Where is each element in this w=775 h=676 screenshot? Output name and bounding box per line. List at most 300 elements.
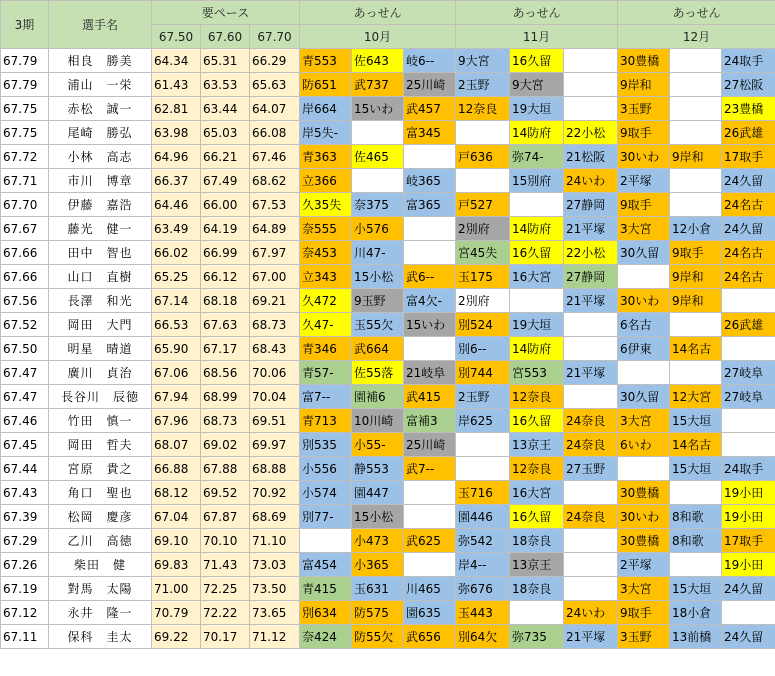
table-row — [1, 385, 775, 409]
assen-cell-oct: 奈555 — [300, 217, 352, 241]
pace-cell: 71.10 — [250, 529, 300, 553]
assen-cell-oct: 岐365 — [404, 169, 456, 193]
pace-cell: 67.46 — [250, 145, 300, 169]
assen-cell-dec: 30豊橋 — [618, 481, 670, 505]
assen-cell-nov: 21平塚 — [564, 217, 618, 241]
assen-cell-nov: 玉443 — [456, 601, 510, 625]
month-header-dec: 12月 — [618, 25, 775, 49]
assen-cell-oct: 15いわ — [404, 313, 456, 337]
assen-cell-oct: 武737 — [352, 73, 404, 97]
assen-cell-nov: 2玉野 — [456, 73, 510, 97]
score-cell: 67.12 — [1, 601, 49, 625]
assen-cell-nov: 16久留 — [510, 505, 564, 529]
pace-cell: 67.04 — [152, 505, 201, 529]
table-row — [1, 217, 775, 241]
assen-cell-oct — [404, 217, 456, 241]
assen-cell-oct — [404, 145, 456, 169]
pace-cell: 68.88 — [250, 457, 300, 481]
score-cell: 67.26 — [1, 553, 49, 577]
assen-cell-dec: 30豊橋 — [618, 529, 670, 553]
assen-cell-nov: 別64欠 — [456, 625, 510, 649]
assen-cell-dec — [722, 433, 775, 457]
assen-cell-nov: 弥735 — [510, 625, 564, 649]
assen-cell-oct: 武664 — [352, 337, 404, 361]
assen-cell-nov: 12奈良 — [510, 457, 564, 481]
player-name-cell: 乙川 高徳 — [49, 529, 152, 553]
player-name-cell: 田中 智也 — [49, 241, 152, 265]
pace-cell: 67.06 — [152, 361, 201, 385]
assen-cell-nov: 別744 — [456, 361, 510, 385]
assen-cell-dec — [722, 601, 775, 625]
assen-cell-oct: 15いわ — [352, 97, 404, 121]
month-header-nov: 11月 — [456, 25, 618, 49]
player-name-cell: 浦山 一栄 — [49, 73, 152, 97]
assen-cell-dec: 6伊東 — [618, 337, 670, 361]
assen-cell-nov: 弥74- — [510, 145, 564, 169]
assen-cell-oct: 青553 — [300, 49, 352, 73]
score-cell: 67.67 — [1, 217, 49, 241]
assen-cell-nov: 16久留 — [510, 241, 564, 265]
assen-cell-oct: 15小松 — [352, 265, 404, 289]
score-cell: 67.47 — [1, 361, 49, 385]
table-row — [1, 433, 775, 457]
assen-cell-dec: 30豊橋 — [618, 49, 670, 73]
assen-cell-dec: 24久留 — [722, 217, 775, 241]
assen-cell-oct: 別77- — [300, 505, 352, 529]
assen-cell-nov: 9大宮 — [456, 49, 510, 73]
pace-cell: 67.53 — [250, 193, 300, 217]
pace-cell: 64.89 — [250, 217, 300, 241]
assen-cell-dec: 30久留 — [618, 385, 670, 409]
assen-cell-oct: 久35失 — [300, 193, 352, 217]
assen-header-oct: あっせん — [300, 1, 456, 25]
assen-cell-oct: 岐6-- — [404, 49, 456, 73]
score-cell: 67.71 — [1, 169, 49, 193]
assen-cell-dec: 14名古 — [670, 337, 722, 361]
score-cell: 67.52 — [1, 313, 49, 337]
assen-cell-dec: 30いわ — [618, 145, 670, 169]
player-name-cell: 長澤 和光 — [49, 289, 152, 313]
assen-cell-oct: 岸664 — [300, 97, 352, 121]
assen-cell-oct — [404, 505, 456, 529]
pace-cell: 70.79 — [152, 601, 201, 625]
assen-cell-oct: 防55欠 — [352, 625, 404, 649]
assen-cell-dec: 24取手 — [722, 457, 775, 481]
pace-cell: 70.04 — [250, 385, 300, 409]
table-row — [1, 241, 775, 265]
score-cell: 67.75 — [1, 121, 49, 145]
assen-cell-dec: 23豊橋 — [722, 97, 775, 121]
assen-cell-nov: 24奈良 — [564, 433, 618, 457]
assen-cell-oct: 武7-- — [404, 457, 456, 481]
assen-cell-dec: 24名古 — [722, 265, 775, 289]
assen-cell-dec: 26武雄 — [722, 121, 775, 145]
assen-cell-oct — [404, 337, 456, 361]
assen-cell-nov: 14防府 — [510, 217, 564, 241]
assen-cell-oct — [404, 241, 456, 265]
term-header: 3期 — [1, 1, 49, 49]
assen-cell-nov — [456, 169, 510, 193]
player-name-cell: 對馬 太陽 — [49, 577, 152, 601]
assen-cell-oct: 久472 — [300, 289, 352, 313]
score-cell: 67.29 — [1, 529, 49, 553]
assen-cell-nov: 22小松 — [564, 241, 618, 265]
assen-cell-dec — [618, 457, 670, 481]
assen-cell-nov: 岸625 — [456, 409, 510, 433]
pace-cell: 63.44 — [201, 97, 250, 121]
assen-cell-dec: 24名古 — [722, 241, 775, 265]
assen-cell-oct: 青363 — [300, 145, 352, 169]
assen-cell-oct: 小55- — [352, 433, 404, 457]
assen-cell-oct: 25川崎 — [404, 73, 456, 97]
pace-cell: 67.96 — [152, 409, 201, 433]
assen-cell-nov — [564, 385, 618, 409]
assen-cell-oct: 富345 — [404, 121, 456, 145]
pace-header-2: 67.60 — [201, 25, 250, 49]
assen-cell-dec: 13前橋 — [670, 625, 722, 649]
assen-cell-nov: 2別府 — [456, 217, 510, 241]
assen-cell-nov: 14防府 — [510, 337, 564, 361]
pace-cell: 67.17 — [201, 337, 250, 361]
assen-cell-oct: 奈375 — [352, 193, 404, 217]
assen-cell-oct: 玉631 — [352, 577, 404, 601]
assen-cell-nov: 9大宮 — [510, 73, 564, 97]
assen-cell-dec: 15大垣 — [670, 577, 722, 601]
assen-cell-dec: 9岸和 — [618, 73, 670, 97]
assen-cell-nov: 13京王 — [510, 433, 564, 457]
assen-cell-oct: 奈453 — [300, 241, 352, 265]
pace-header-3: 67.70 — [250, 25, 300, 49]
assen-cell-nov: 21平塚 — [564, 361, 618, 385]
player-name-cell: 柴田 健 — [49, 553, 152, 577]
assen-cell-nov — [456, 433, 510, 457]
assen-cell-dec: 14名古 — [670, 433, 722, 457]
assen-cell-dec: 26武雄 — [722, 313, 775, 337]
assen-cell-oct: 青57- — [300, 361, 352, 385]
pace-header-1: 67.50 — [152, 25, 201, 49]
assen-cell-nov: 別6-- — [456, 337, 510, 361]
pace-cell: 63.53 — [201, 73, 250, 97]
pace-cell: 69.83 — [152, 553, 201, 577]
pace-cell: 67.87 — [201, 505, 250, 529]
assen-cell-nov — [564, 97, 618, 121]
assen-cell-nov: 19大垣 — [510, 313, 564, 337]
assen-cell-nov: 24いわ — [564, 601, 618, 625]
assen-cell-nov: 戸636 — [456, 145, 510, 169]
assen-cell-dec — [722, 337, 775, 361]
assen-cell-dec: 3大宮 — [618, 409, 670, 433]
player-name-cell: 長谷川 辰徳 — [49, 385, 152, 409]
assen-cell-dec: 19小田 — [722, 481, 775, 505]
assen-cell-oct: 富7-- — [300, 385, 352, 409]
assen-cell-dec: 3玉野 — [618, 97, 670, 121]
pace-cell: 68.12 — [152, 481, 201, 505]
assen-cell-dec — [670, 361, 722, 385]
pace-cell: 65.90 — [152, 337, 201, 361]
pace-cell: 66.12 — [201, 265, 250, 289]
score-cell: 67.46 — [1, 409, 49, 433]
assen-cell-dec — [670, 313, 722, 337]
assen-cell-oct: 園447 — [352, 481, 404, 505]
pace-cell: 67.63 — [201, 313, 250, 337]
table-row — [1, 121, 775, 145]
player-name-cell: 尾崎 勝弘 — [49, 121, 152, 145]
assen-cell-oct: 武625 — [404, 529, 456, 553]
pace-cell: 65.03 — [201, 121, 250, 145]
assen-cell-dec: 9取手 — [670, 241, 722, 265]
assen-cell-dec: 19小田 — [722, 553, 775, 577]
assen-cell-dec: 9取手 — [618, 193, 670, 217]
assen-cell-nov: 2別府 — [456, 289, 510, 313]
pace-cell: 67.97 — [250, 241, 300, 265]
assen-cell-nov — [564, 73, 618, 97]
month-header-oct: 10月 — [300, 25, 456, 49]
assen-cell-nov: 14防府 — [510, 121, 564, 145]
assen-cell-nov: 別524 — [456, 313, 510, 337]
assen-cell-dec: 3玉野 — [618, 625, 670, 649]
pace-cell: 61.43 — [152, 73, 201, 97]
pace-cell: 65.31 — [201, 49, 250, 73]
pace-cell: 66.88 — [152, 457, 201, 481]
assen-cell-nov: 玉716 — [456, 481, 510, 505]
assen-cell-dec: 24久留 — [722, 625, 775, 649]
assen-cell-oct: 9玉野 — [352, 289, 404, 313]
player-name-cell: 市川 博章 — [49, 169, 152, 193]
assen-cell-oct: 25川崎 — [404, 433, 456, 457]
assen-cell-oct: 園補6 — [352, 385, 404, 409]
pace-cell: 73.65 — [250, 601, 300, 625]
assen-cell-oct: 立343 — [300, 265, 352, 289]
assen-cell-nov — [564, 553, 618, 577]
score-cell: 67.19 — [1, 577, 49, 601]
assen-cell-oct: 富454 — [300, 553, 352, 577]
assen-cell-oct: 武457 — [404, 97, 456, 121]
assen-cell-nov — [510, 193, 564, 217]
assen-cell-nov: 19大垣 — [510, 97, 564, 121]
assen-cell-dec: 9岸和 — [670, 145, 722, 169]
assen-cell-nov: 玉175 — [456, 265, 510, 289]
assen-cell-oct — [300, 529, 352, 553]
assen-cell-oct: 小473 — [352, 529, 404, 553]
assen-cell-oct — [404, 553, 456, 577]
pace-cell: 71.12 — [250, 625, 300, 649]
assen-cell-nov: 27静岡 — [564, 193, 618, 217]
pace-cell: 67.94 — [152, 385, 201, 409]
table-row — [1, 601, 775, 625]
assen-cell-nov: 15別府 — [510, 169, 564, 193]
assen-cell-dec: 9取手 — [618, 601, 670, 625]
assen-cell-oct — [352, 169, 404, 193]
assen-cell-oct: 小365 — [352, 553, 404, 577]
assen-cell-nov: 宮553 — [510, 361, 564, 385]
pace-cell: 68.07 — [152, 433, 201, 457]
assen-cell-dec: 15大垣 — [670, 409, 722, 433]
score-cell: 67.11 — [1, 625, 49, 649]
assen-cell-nov: 16久留 — [510, 409, 564, 433]
table-row — [1, 193, 775, 217]
assen-cell-dec: 17取手 — [722, 145, 775, 169]
assen-cell-dec: 30いわ — [618, 505, 670, 529]
assen-cell-oct: 静553 — [352, 457, 404, 481]
pace-cell: 68.73 — [201, 409, 250, 433]
assen-cell-nov: 21松阪 — [564, 145, 618, 169]
assen-cell-oct: 防651 — [300, 73, 352, 97]
assen-cell-nov — [564, 481, 618, 505]
assen-cell-dec: 6いわ — [618, 433, 670, 457]
required-pace-header: 要ペース — [152, 1, 300, 25]
assen-cell-dec: 12大宮 — [670, 385, 722, 409]
assen-cell-dec: 24名古 — [722, 193, 775, 217]
assen-cell-dec: 24久留 — [722, 577, 775, 601]
assen-cell-oct: 佐55落 — [352, 361, 404, 385]
header-row-top — [1, 1, 775, 25]
table-row — [1, 289, 775, 313]
assen-cell-oct: 武415 — [404, 385, 456, 409]
pace-cell: 67.49 — [201, 169, 250, 193]
assen-cell-nov — [510, 601, 564, 625]
pace-cell: 72.22 — [201, 601, 250, 625]
assen-header-nov: あっせん — [456, 1, 618, 25]
assen-cell-nov: 16久留 — [510, 49, 564, 73]
assen-cell-dec — [722, 409, 775, 433]
score-cell: 67.72 — [1, 145, 49, 169]
pace-cell: 67.00 — [250, 265, 300, 289]
assen-cell-oct: 別535 — [300, 433, 352, 457]
player-name-cell: 藤光 健一 — [49, 217, 152, 241]
assen-cell-dec: 24取手 — [722, 49, 775, 73]
score-cell: 67.66 — [1, 265, 49, 289]
assen-cell-oct: 富365 — [404, 193, 456, 217]
pace-cell: 70.10 — [201, 529, 250, 553]
assen-cell-dec: 12小倉 — [670, 217, 722, 241]
assen-cell-dec — [670, 49, 722, 73]
assen-cell-nov: 12奈良 — [510, 385, 564, 409]
assen-cell-dec — [670, 481, 722, 505]
assen-cell-dec: 6名古 — [618, 313, 670, 337]
pace-cell: 65.25 — [152, 265, 201, 289]
pace-cell: 69.02 — [201, 433, 250, 457]
pace-cell: 62.81 — [152, 97, 201, 121]
assen-cell-oct: 武6-- — [404, 265, 456, 289]
assen-cell-dec — [670, 193, 722, 217]
score-cell: 67.45 — [1, 433, 49, 457]
assen-cell-dec: 30いわ — [618, 289, 670, 313]
assen-cell-nov: 21平塚 — [564, 625, 618, 649]
pace-cell: 71.00 — [152, 577, 201, 601]
assen-cell-oct — [404, 481, 456, 505]
assen-cell-nov: 16大宮 — [510, 481, 564, 505]
assen-cell-dec: 9岸和 — [670, 289, 722, 313]
pace-cell: 64.07 — [250, 97, 300, 121]
table-row — [1, 73, 775, 97]
player-name-cell: 保科 圭太 — [49, 625, 152, 649]
player-name-cell: 永井 隆一 — [49, 601, 152, 625]
assen-cell-dec: 9岸和 — [670, 265, 722, 289]
assen-cell-nov — [564, 577, 618, 601]
pace-cell: 66.53 — [152, 313, 201, 337]
table-row — [1, 49, 775, 73]
pace-cell: 65.63 — [250, 73, 300, 97]
player-name-cell: 廣川 貞治 — [49, 361, 152, 385]
pace-cell: 69.52 — [201, 481, 250, 505]
assen-cell-oct: 久47- — [300, 313, 352, 337]
assen-cell-oct: 岸5失- — [300, 121, 352, 145]
assen-cell-nov: 宮45失 — [456, 241, 510, 265]
pace-cell: 63.49 — [152, 217, 201, 241]
pace-cell: 66.00 — [201, 193, 250, 217]
assen-cell-nov: 岸4-- — [456, 553, 510, 577]
player-name-cell: 赤松 誠一 — [49, 97, 152, 121]
assen-cell-dec: 8和歌 — [670, 505, 722, 529]
assen-cell-dec — [618, 361, 670, 385]
player-name-cell: 明星 晴道 — [49, 337, 152, 361]
assen-cell-dec: 3大宮 — [618, 217, 670, 241]
pace-cell: 67.88 — [201, 457, 250, 481]
pace-cell: 68.99 — [201, 385, 250, 409]
table-row — [1, 481, 775, 505]
player-name-cell: 小林 高志 — [49, 145, 152, 169]
assen-cell-nov — [564, 529, 618, 553]
assen-cell-dec: 27松阪 — [722, 73, 775, 97]
assen-cell-nov: 園446 — [456, 505, 510, 529]
score-cell: 67.79 — [1, 49, 49, 73]
assen-cell-oct: 佐465 — [352, 145, 404, 169]
assen-cell-nov: 21平塚 — [564, 289, 618, 313]
table-row — [1, 145, 775, 169]
table-row — [1, 457, 775, 481]
score-cell: 67.50 — [1, 337, 49, 361]
table-row — [1, 625, 775, 649]
assen-cell-oct: 園635 — [404, 601, 456, 625]
assen-cell-nov: 22小松 — [564, 121, 618, 145]
score-cell: 67.66 — [1, 241, 49, 265]
table-row — [1, 505, 775, 529]
pace-cell: 69.10 — [152, 529, 201, 553]
assen-cell-dec: 17取手 — [722, 529, 775, 553]
pace-cell: 70.17 — [201, 625, 250, 649]
assen-cell-dec: 15大垣 — [670, 457, 722, 481]
assen-cell-dec: 9取手 — [618, 121, 670, 145]
assen-cell-oct: 青346 — [300, 337, 352, 361]
pace-cell: 64.34 — [152, 49, 201, 73]
pace-cell: 66.37 — [152, 169, 201, 193]
assen-cell-nov: 24奈良 — [564, 409, 618, 433]
assen-cell-oct: 防575 — [352, 601, 404, 625]
assen-cell-nov: 27玉野 — [564, 457, 618, 481]
pace-cell: 68.18 — [201, 289, 250, 313]
pace-cell: 66.29 — [250, 49, 300, 73]
player-name-cell: 竹田 慎一 — [49, 409, 152, 433]
pace-cell: 64.19 — [201, 217, 250, 241]
table-row — [1, 553, 775, 577]
assen-cell-oct: 川47- — [352, 241, 404, 265]
assen-cell-dec: 27岐阜 — [722, 361, 775, 385]
score-cell: 67.39 — [1, 505, 49, 529]
table-row — [1, 361, 775, 385]
table-row — [1, 265, 775, 289]
assen-cell-oct: 川465 — [404, 577, 456, 601]
pace-cell: 64.96 — [152, 145, 201, 169]
score-cell: 67.56 — [1, 289, 49, 313]
table-row — [1, 337, 775, 361]
pace-cell: 73.50 — [250, 577, 300, 601]
assen-cell-oct: 富補3 — [404, 409, 456, 433]
score-cell: 67.79 — [1, 73, 49, 97]
assen-cell-nov: 13京王 — [510, 553, 564, 577]
pace-cell: 67.14 — [152, 289, 201, 313]
assen-cell-nov: 12奈良 — [456, 97, 510, 121]
player-name-cell: 岡田 哲夫 — [49, 433, 152, 457]
